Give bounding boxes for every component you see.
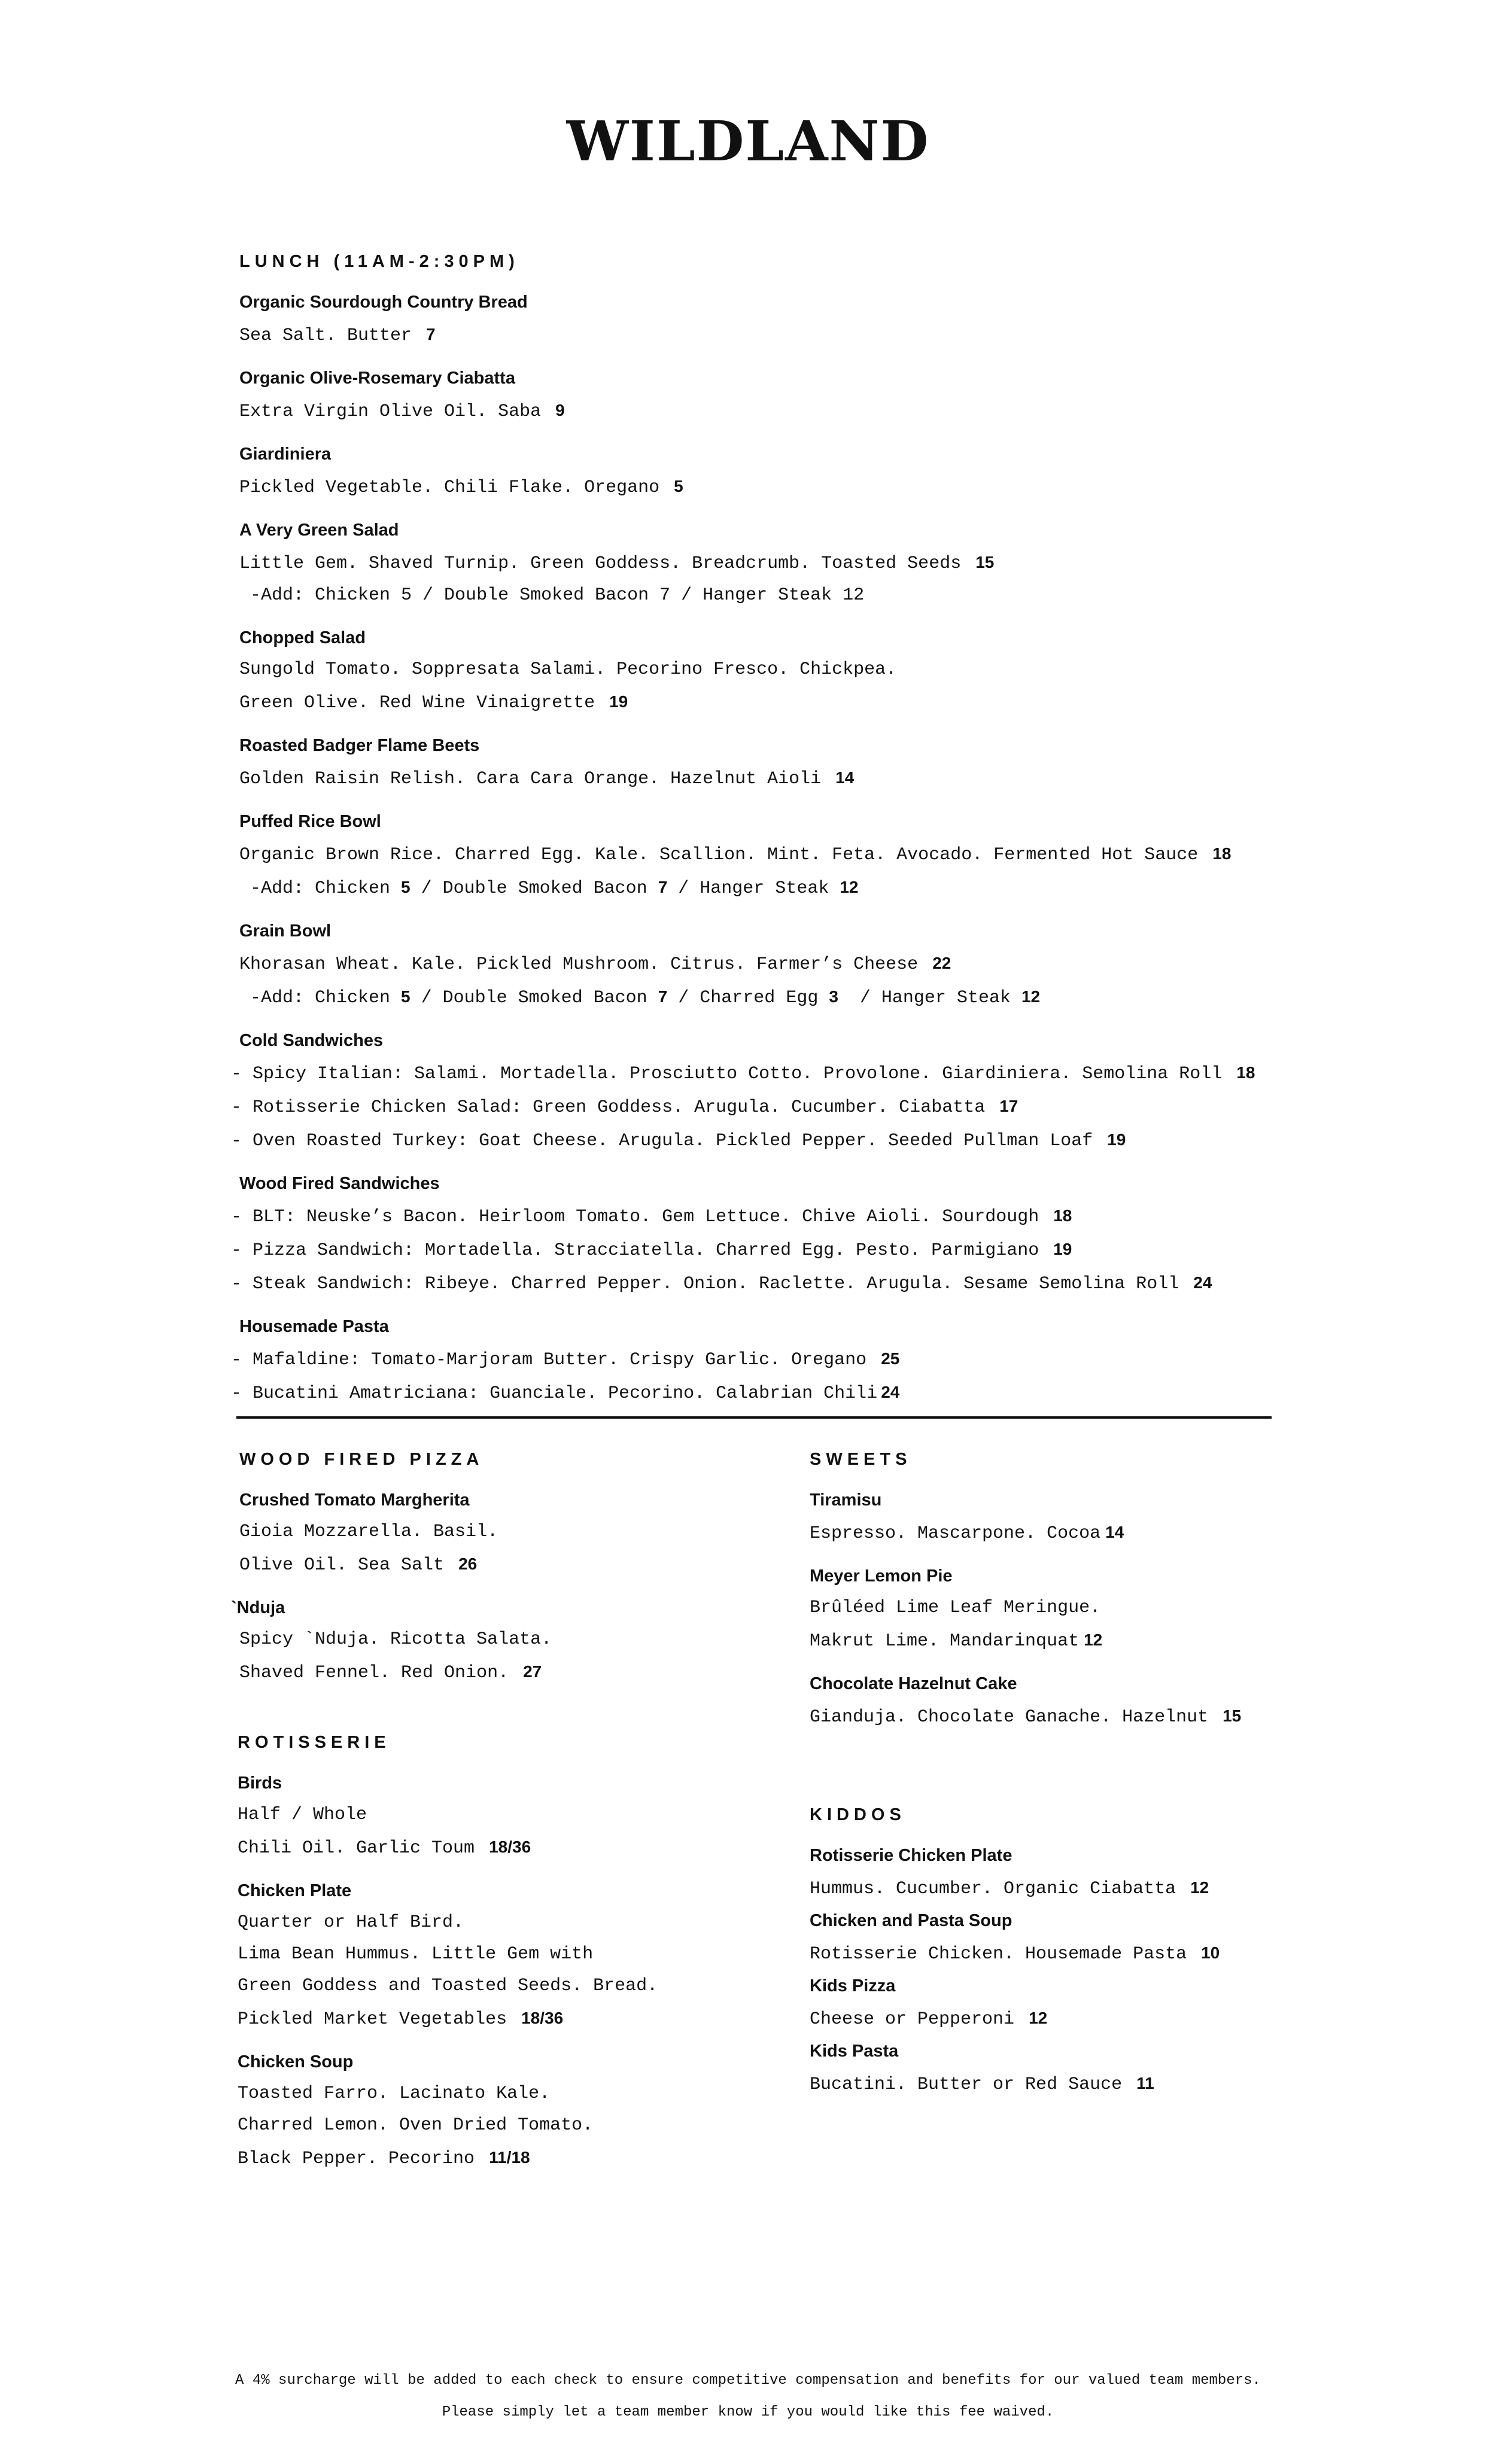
item-price: 14 xyxy=(835,768,855,787)
item-name: Crushed Tomato Margherita xyxy=(239,1490,470,1510)
item-name: Organic Olive-Rosemary Ciabatta xyxy=(239,368,515,388)
item-price: 12 xyxy=(1084,1630,1103,1649)
item-price: 10 xyxy=(1201,1943,1220,1962)
item-description: Bucatini. Butter or Red Sauce 11 xyxy=(810,2073,1154,2095)
menu-item xyxy=(810,1970,1348,2036)
item-description: Toasted Farro. Lacinato Kale. xyxy=(238,2083,551,2104)
item-description: Half / Whole xyxy=(238,1804,367,1825)
item-addons: -Add: Chicken 5 / Double Smoked Bacon 7 / Hanger Steak 12 xyxy=(239,585,865,606)
item-name: Kids Pasta xyxy=(810,2041,899,2061)
list-item: - Oven Roasted Turkey: Goat Cheese. Arugula. Pickled Pepper. Seeded Pullman Loaf 19 xyxy=(231,1130,1126,1151)
item-description: Gianduja. Chocolate Ganache. Hazelnut 15 xyxy=(810,1706,1242,1727)
restaurant-logo: WILDLAND xyxy=(566,109,930,174)
item-price: 25 xyxy=(881,1349,900,1368)
item-name: Chicken Soup xyxy=(238,2052,354,2071)
item-name: Meyer Lemon Pie xyxy=(810,1566,953,1586)
section-title-lunch: LUNCH (11AM-2:30PM) xyxy=(239,252,519,271)
item-description: Green Goddess and Toasted Seeds. Bread. xyxy=(238,1975,658,1996)
item-price: 9 xyxy=(555,400,565,419)
item-price: 18 xyxy=(1212,844,1232,863)
item-description: Green Olive. Red Wine Vinaigrette 19 xyxy=(239,692,628,713)
menu-item xyxy=(239,806,1287,905)
menu-item xyxy=(231,1592,778,1689)
item-name: Roasted Badger Flame Beets xyxy=(239,735,480,755)
list-item: - Mafaldine: Tomato-Marjoram Butter. Crispy Garlic. Oregano 25 xyxy=(231,1349,900,1370)
item-price: 19 xyxy=(609,692,628,711)
item-price: 12 xyxy=(1029,2008,1048,2027)
item-name: Tiramisu xyxy=(810,1490,882,1510)
item-price: 15 xyxy=(975,552,995,571)
item-description: Pickled Vegetable. Chili Flake. Oregano 5 xyxy=(239,476,683,498)
item-name: A Very Green Salad xyxy=(239,520,399,540)
item-price: 24 xyxy=(881,1382,900,1401)
item-name: Organic Sourdough Country Bread xyxy=(239,292,528,312)
list-item: - Rotisserie Chicken Salad: Green Goddess. Arugula. Cucumber. Ciabatta 17 xyxy=(231,1096,1018,1118)
section-title-pizza: WOOD FIRED PIZZA xyxy=(239,1450,484,1469)
list-item: - Spicy Italian: Salami. Mortadella. Prosciutto Cotto. Provolone. Giardiniera. Semolina Roll 18 xyxy=(231,1063,1255,1084)
surcharge-line-1: A 4% surcharge will be added to each check to ensure competitive compensation and benefits for our valued team members. xyxy=(235,2372,1261,2389)
item-description: Olive Oil. Sea Salt 26 xyxy=(239,1554,478,1575)
menu-item xyxy=(810,2036,1348,2101)
item-description: Pickled Market Vegetables 18/36 xyxy=(238,2008,564,2030)
item-price: 24 xyxy=(1193,1273,1212,1292)
item-description: Rotisserie Chicken. Housemade Pasta 10 xyxy=(810,1943,1220,1964)
menu-item xyxy=(810,1668,1348,1733)
item-price: 22 xyxy=(932,953,951,972)
item-description: Black Pepper. Pecorino 11/18 xyxy=(238,2147,530,2169)
housemade-pasta xyxy=(231,1311,1287,1410)
surcharge-line-2: Please simply let a team member know if you would like this fee waived. xyxy=(442,2404,1054,2420)
item-price: 19 xyxy=(1053,1239,1072,1258)
menu-item xyxy=(810,1840,1348,1905)
item-name: Kids Pizza xyxy=(810,1976,896,1995)
item-description: Golden Raisin Relish. Cara Cara Orange. Hazelnut Aioli 14 xyxy=(239,768,855,789)
item-name: Giardiniera xyxy=(239,444,332,464)
item-description: Organic Brown Rice. Charred Egg. Kale. Scallion. Mint. Feta. Avocado. Fermented Hot Sauce 18 xyxy=(239,844,1232,865)
menu-item xyxy=(239,439,1287,504)
item-name: Grain Bowl xyxy=(239,921,332,941)
item-price: 18/36 xyxy=(521,2008,564,2027)
item-description: Spicy `Nduja. Ricotta Salata. xyxy=(239,1629,552,1650)
item-name: Cold Sandwiches xyxy=(239,1030,384,1050)
item-description: Chili Oil. Garlic Toum 18/36 xyxy=(238,1837,531,1858)
item-name: `Nduja xyxy=(231,1598,285,1617)
section-title-sweets: SWEETS xyxy=(810,1450,912,1469)
item-price: 27 xyxy=(523,1662,542,1681)
menu-item xyxy=(810,1485,1348,1550)
item-description: Lima Bean Hummus. Little Gem with xyxy=(238,1943,594,1964)
item-description: Shaved Fennel. Red Onion. 27 xyxy=(239,1662,542,1683)
item-price: 5 xyxy=(674,476,683,495)
item-description: Khorasan Wheat. Kale. Pickled Mushroom. Citrus. Farmer’s Cheese 22 xyxy=(239,953,951,975)
item-description: Charred Lemon. Oven Dried Tomato. xyxy=(238,2115,594,2136)
item-price: 15 xyxy=(1223,1706,1242,1725)
section-divider xyxy=(236,1416,1272,1419)
section-title-rotisserie: ROTISSERIE xyxy=(238,1733,391,1752)
item-addons: -Add: Chicken 5 / Double Smoked Bacon 7 / Hanger Steak 12 xyxy=(239,877,859,899)
item-addons: -Add: Chicken 5 / Double Smoked Bacon 7 / Charred Egg 3 / Hanger Steak 12 xyxy=(239,987,1041,1008)
menu-item xyxy=(239,622,1287,719)
item-description: Hummus. Cucumber. Organic Ciabatta 12 xyxy=(810,1878,1209,1899)
menu-item xyxy=(239,515,1287,612)
item-description: Espresso. Mascarpone. Cocoa 14 xyxy=(810,1522,1124,1544)
item-price: 7 xyxy=(426,324,436,343)
item-description: Gioia Mozzarella. Basil. xyxy=(239,1521,498,1542)
list-item: - Pizza Sandwich: Mortadella. Stracciatella. Charred Egg. Pesto. Parmigiano 19 xyxy=(231,1239,1072,1261)
item-name: Wood Fired Sandwiches xyxy=(239,1173,440,1193)
lunch-section xyxy=(231,251,1287,1420)
menu-item xyxy=(239,1485,778,1581)
menu-item xyxy=(239,730,1287,795)
item-price: 26 xyxy=(458,1554,478,1573)
menu-item xyxy=(238,1875,776,2036)
item-name: Chopped Salad xyxy=(239,628,366,647)
menu-item xyxy=(239,363,1287,428)
pizza-section xyxy=(231,1449,778,1700)
item-name: Puffed Rice Bowl xyxy=(239,811,381,831)
item-name: Chicken and Pasta Soup xyxy=(810,1911,1012,1930)
item-price: 17 xyxy=(999,1096,1018,1115)
menu-item xyxy=(238,1768,776,1864)
wood-fired-sandwiches xyxy=(231,1168,1287,1300)
section-title-kiddos: KIDDOS xyxy=(810,1805,906,1824)
item-price: 11 xyxy=(1136,2073,1154,2092)
menu-item xyxy=(810,1560,1348,1657)
item-description: Makrut Lime. Mandarinquat 12 xyxy=(810,1630,1103,1651)
item-name: Housemade Pasta xyxy=(239,1316,389,1336)
rotisserie-section xyxy=(238,1732,776,2186)
menu-item xyxy=(239,287,1287,352)
item-description: Quarter or Half Bird. xyxy=(238,1912,464,1933)
item-description: Cheese or Pepperoni 12 xyxy=(810,2008,1048,2030)
list-item: - Steak Sandwich: Ribeye. Charred Pepper. Onion. Raclette. Arugula. Sesame Semolina Roll 24 xyxy=(231,1273,1212,1294)
item-name: Rotisserie Chicken Plate xyxy=(810,1845,1012,1865)
item-price: 14 xyxy=(1105,1522,1124,1541)
item-name: Chicken Plate xyxy=(238,1881,352,1900)
item-description: Sungold Tomato. Soppresata Salami. Pecorino Fresco. Chickpea. xyxy=(239,659,897,680)
list-item: - Bucatini Amatriciana: Guanciale. Pecorino. Calabrian Chili 24 xyxy=(231,1382,900,1404)
item-description: Sea Salt. Butter 7 xyxy=(239,324,436,346)
item-price: 18 xyxy=(1053,1206,1072,1225)
item-price: 19 xyxy=(1107,1130,1126,1149)
menu-item xyxy=(238,2046,776,2175)
sweets-section xyxy=(810,1449,1348,1744)
list-item: - BLT: Neuske’s Bacon. Heirloom Tomato. Gem Lettuce. Chive Aioli. Sourdough 18 xyxy=(231,1206,1072,1227)
item-price: 18/36 xyxy=(489,1837,531,1856)
cold-sandwiches xyxy=(231,1025,1287,1157)
menu-item xyxy=(810,1905,1348,1970)
surcharge-notice xyxy=(0,2365,1496,2428)
item-description: Extra Virgin Olive Oil. Saba 9 xyxy=(239,400,565,422)
item-name: Chocolate Hazelnut Cake xyxy=(810,1674,1017,1693)
item-name: Birds xyxy=(238,1773,282,1793)
item-description: Brûléed Lime Leaf Meringue. xyxy=(810,1597,1101,1618)
menu-item xyxy=(239,915,1287,1014)
item-price: 11/18 xyxy=(489,2147,530,2167)
kiddos-section xyxy=(810,1805,1348,2101)
item-description: Little Gem. Shaved Turnip. Green Goddess. Breadcrumb. Toasted Seeds 15 xyxy=(239,552,995,574)
item-price: 12 xyxy=(1190,1878,1209,1897)
item-price: 18 xyxy=(1236,1063,1255,1082)
